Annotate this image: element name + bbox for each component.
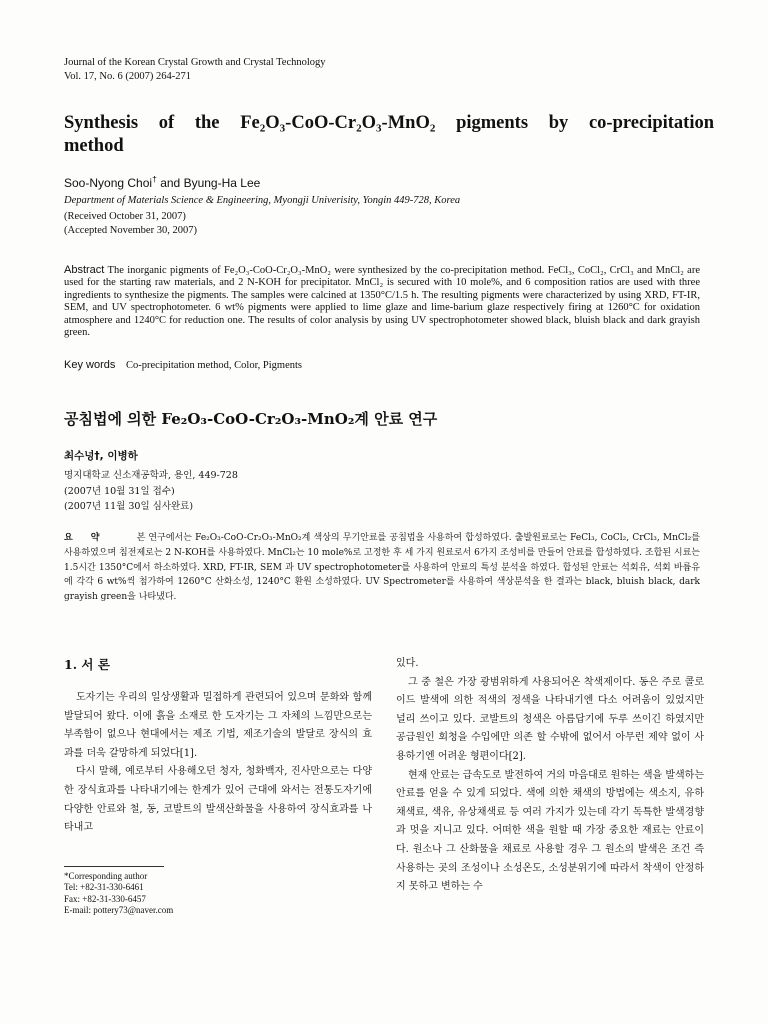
body-column-right — [396, 655, 704, 897]
footnote — [64, 871, 173, 917]
keywords-text: Co-precipitation method, Color, Pigments — [125, 360, 303, 371]
author-2: Byung-Ha Lee — [183, 176, 261, 190]
author-conjunction: and — [160, 176, 181, 190]
title-word: of — [158, 113, 175, 133]
abstract-label: Abstract — [64, 264, 105, 276]
abstract-text: The inorganic pigments of Fe₂O₃-CoO-Cr₂O₃-MnO₂ were synthesized by the co-precipitation method. FeCl₃, CoCl₂, CrCl₃ and MnCl₂ are used for the starting raw materials, and 2 N-KOH for precipitator. MnCl₂ is secured with 10 mole%, and 6 composition ratios are used with three ingredients to synthesize the pigments. The samples were calcined at 1350°C/1.5 h. The resulting pigments were characterized by using XRD, FT-IR, SEM, and UV spectrophotometer. 6 wt% pigments were applied to lime glaze and lime-barium glaze respectively firing at 1260°C for oxidation atmosphere and 1240°C for reduction one. The results of color analysis by using UV spectrophotometer showed black, bluish black and dark grayish green. — [64, 265, 700, 339]
affiliation: Department of Materials Science & Engineering, Myongji Univerisity, Yongin 449-728, Korea — [64, 195, 461, 206]
footnote-rule — [64, 866, 164, 867]
footnote-email: E-mail: pottery73@naver.com — [64, 905, 174, 916]
received-dates — [64, 210, 197, 238]
title-word: pigments — [456, 113, 529, 133]
paper-title — [64, 112, 714, 158]
title-word: Synthesis — [64, 113, 139, 133]
title-line-1 — [64, 112, 714, 135]
body-paragraph: 그 중 철은 가장 광범위하게 사용되어온 착색제이다. 동은 주로 콜로이드 발색에 의한 적색의 정색을 나타내기엔 다소 어려움이 있었지만 널리 쓰이고 있다. 코발트의 청색은 아름답기에 두루 쓰이긴 하였지만 공급원인 회청을 수입에만 의존 할 수밖에 없어서 아무런 제약 없이 사용하기엔 어려운 형편이다[2]. — [396, 676, 704, 762]
body-paragraph: 다시 말해, 예로부터 사용해오던 청자, 청화백자, 진사만으로는 다양한 장식효과를 나타내기에는 한계가 있어 근대에 와서는 전통도자기에 다양한 안료와 철, 동, 코발트의 발색산화물을 사용하여 장식효과를 나타내고 — [64, 766, 372, 834]
korean-affiliation-block — [64, 468, 238, 515]
title-line-2: method — [64, 136, 124, 156]
korean-authors: 최수넝†, 이병하 — [64, 450, 138, 462]
title-word: the — [194, 113, 220, 133]
footnote-fax: Fax: +82-31-330-6457 — [64, 893, 146, 904]
korean-affiliation: 명지대학교 신소재공학과, 용인, 449-728 — [64, 470, 238, 481]
korean-abstract-text: 본 연구에서는 Fe₂O₃-CoO-Cr₂O₃-MnO₂계 색상의 무기안료를 공침법을 사용하여 합성하였다. 출발원료로는 FeCl₃, CoCl₂, CrCl₃, MnCl₂를 사용하였으며 침전제로는 2 N-KOH를 사용하였다. MnCl₂는 10 mole%로 고정한 후 세 가지 원료로서 6가지 조성비를 만들어 안료를 합성하였다. 조합된 시료는 1.5시간 1350°C에서 하소하였다. XRD, FT-IR, SEM 과 UV spectrophotometer를 사용하여 안료의 특성 분석을 하였다. 합성된 안료는 석회유, 석회 바륨유에 각각 6 wt%씩 첨가하여 1260°C 산화소성, 1240°C 환원 소성하였다. UV Spectrometer를 사용하여 색상분석을 한 결과는 black, bluish black, dark grayish green을 나타냈다. — [64, 533, 700, 603]
accepted-date: (Accepted November 30, 2007) — [64, 225, 197, 236]
footnote-corresponding: *Corresponding author — [64, 871, 148, 881]
section-title: 1. 서 론 — [64, 657, 110, 672]
body-paragraph: 현재 안료는 급속도로 발전하여 거의 마음대로 원하는 색을 발색하는 안료를 얻을 수 있게 되었다. 색에 의한 채색의 방법에는 색소지, 유하채색료, 색유, 유상채색료 등 여러 가지가 있는데 각기 독특한 발색경향과 멋을 지니고 있다. 어떠한 색을 원할 때 가장 중요한 재료는 안료이다. 원소나 그 산화물을 채료로 사용할 경우 그 원소의 발색은 조건 즉 사용하는 곳의 조성이나 소성온도, 소성분위기에 따라서 착색이 안정하지 못하고 변하는 수 — [396, 769, 704, 893]
korean-abstract-label: 요약 — [64, 533, 118, 543]
korean-accepted-date: (2007년 11월 30일 심사완료) — [64, 501, 194, 512]
author-1: Soo-Nyong Choi — [64, 176, 153, 190]
korean-received-date: (2007년 10월 31일 접수) — [64, 485, 175, 497]
journal-name: Journal of the Korean Crystal Growth and Crystal Technology — [64, 57, 326, 68]
journal-header — [64, 56, 326, 84]
keywords-label: Key words — [64, 359, 116, 371]
title-word: co-precipitation — [588, 113, 714, 133]
body-paragraph: 있다. — [396, 658, 419, 669]
journal-volume: Vol. 17, No. 6 (2007) 264-271 — [64, 71, 191, 82]
body-paragraph: 도자기는 우리의 일상생활과 밀접하게 관련되어 있으며 문화와 함께 발달되어 왔다. 이에 흙을 소재로 한 도자기는 그 자체의 느낌만으로는 부족함이 없으나 현대에서는 제조 기법, 제조기술의 발달로 장식의 효과를 더욱 갈망하게 되었다[1]. — [64, 692, 372, 759]
title-formula: Fe₂O₃-CoO-Cr₂O₃-MnO₂ — [240, 113, 436, 133]
footnote-tel: Tel: +82-31-330-6461 — [64, 882, 144, 893]
body-column-left — [64, 655, 372, 838]
title-word: by — [548, 113, 569, 133]
corresponding-dagger: † — [152, 174, 157, 184]
korean-title: 공침법에 의한 Fe₂O₃-CoO-Cr₂O₃-MnO₂계 안료 연구 — [64, 410, 438, 428]
received-date: (Received October 31, 2007) — [64, 211, 186, 222]
author-line — [64, 176, 260, 190]
korean-abstract — [64, 531, 700, 605]
keywords — [64, 359, 302, 371]
abstract-en — [64, 264, 700, 339]
